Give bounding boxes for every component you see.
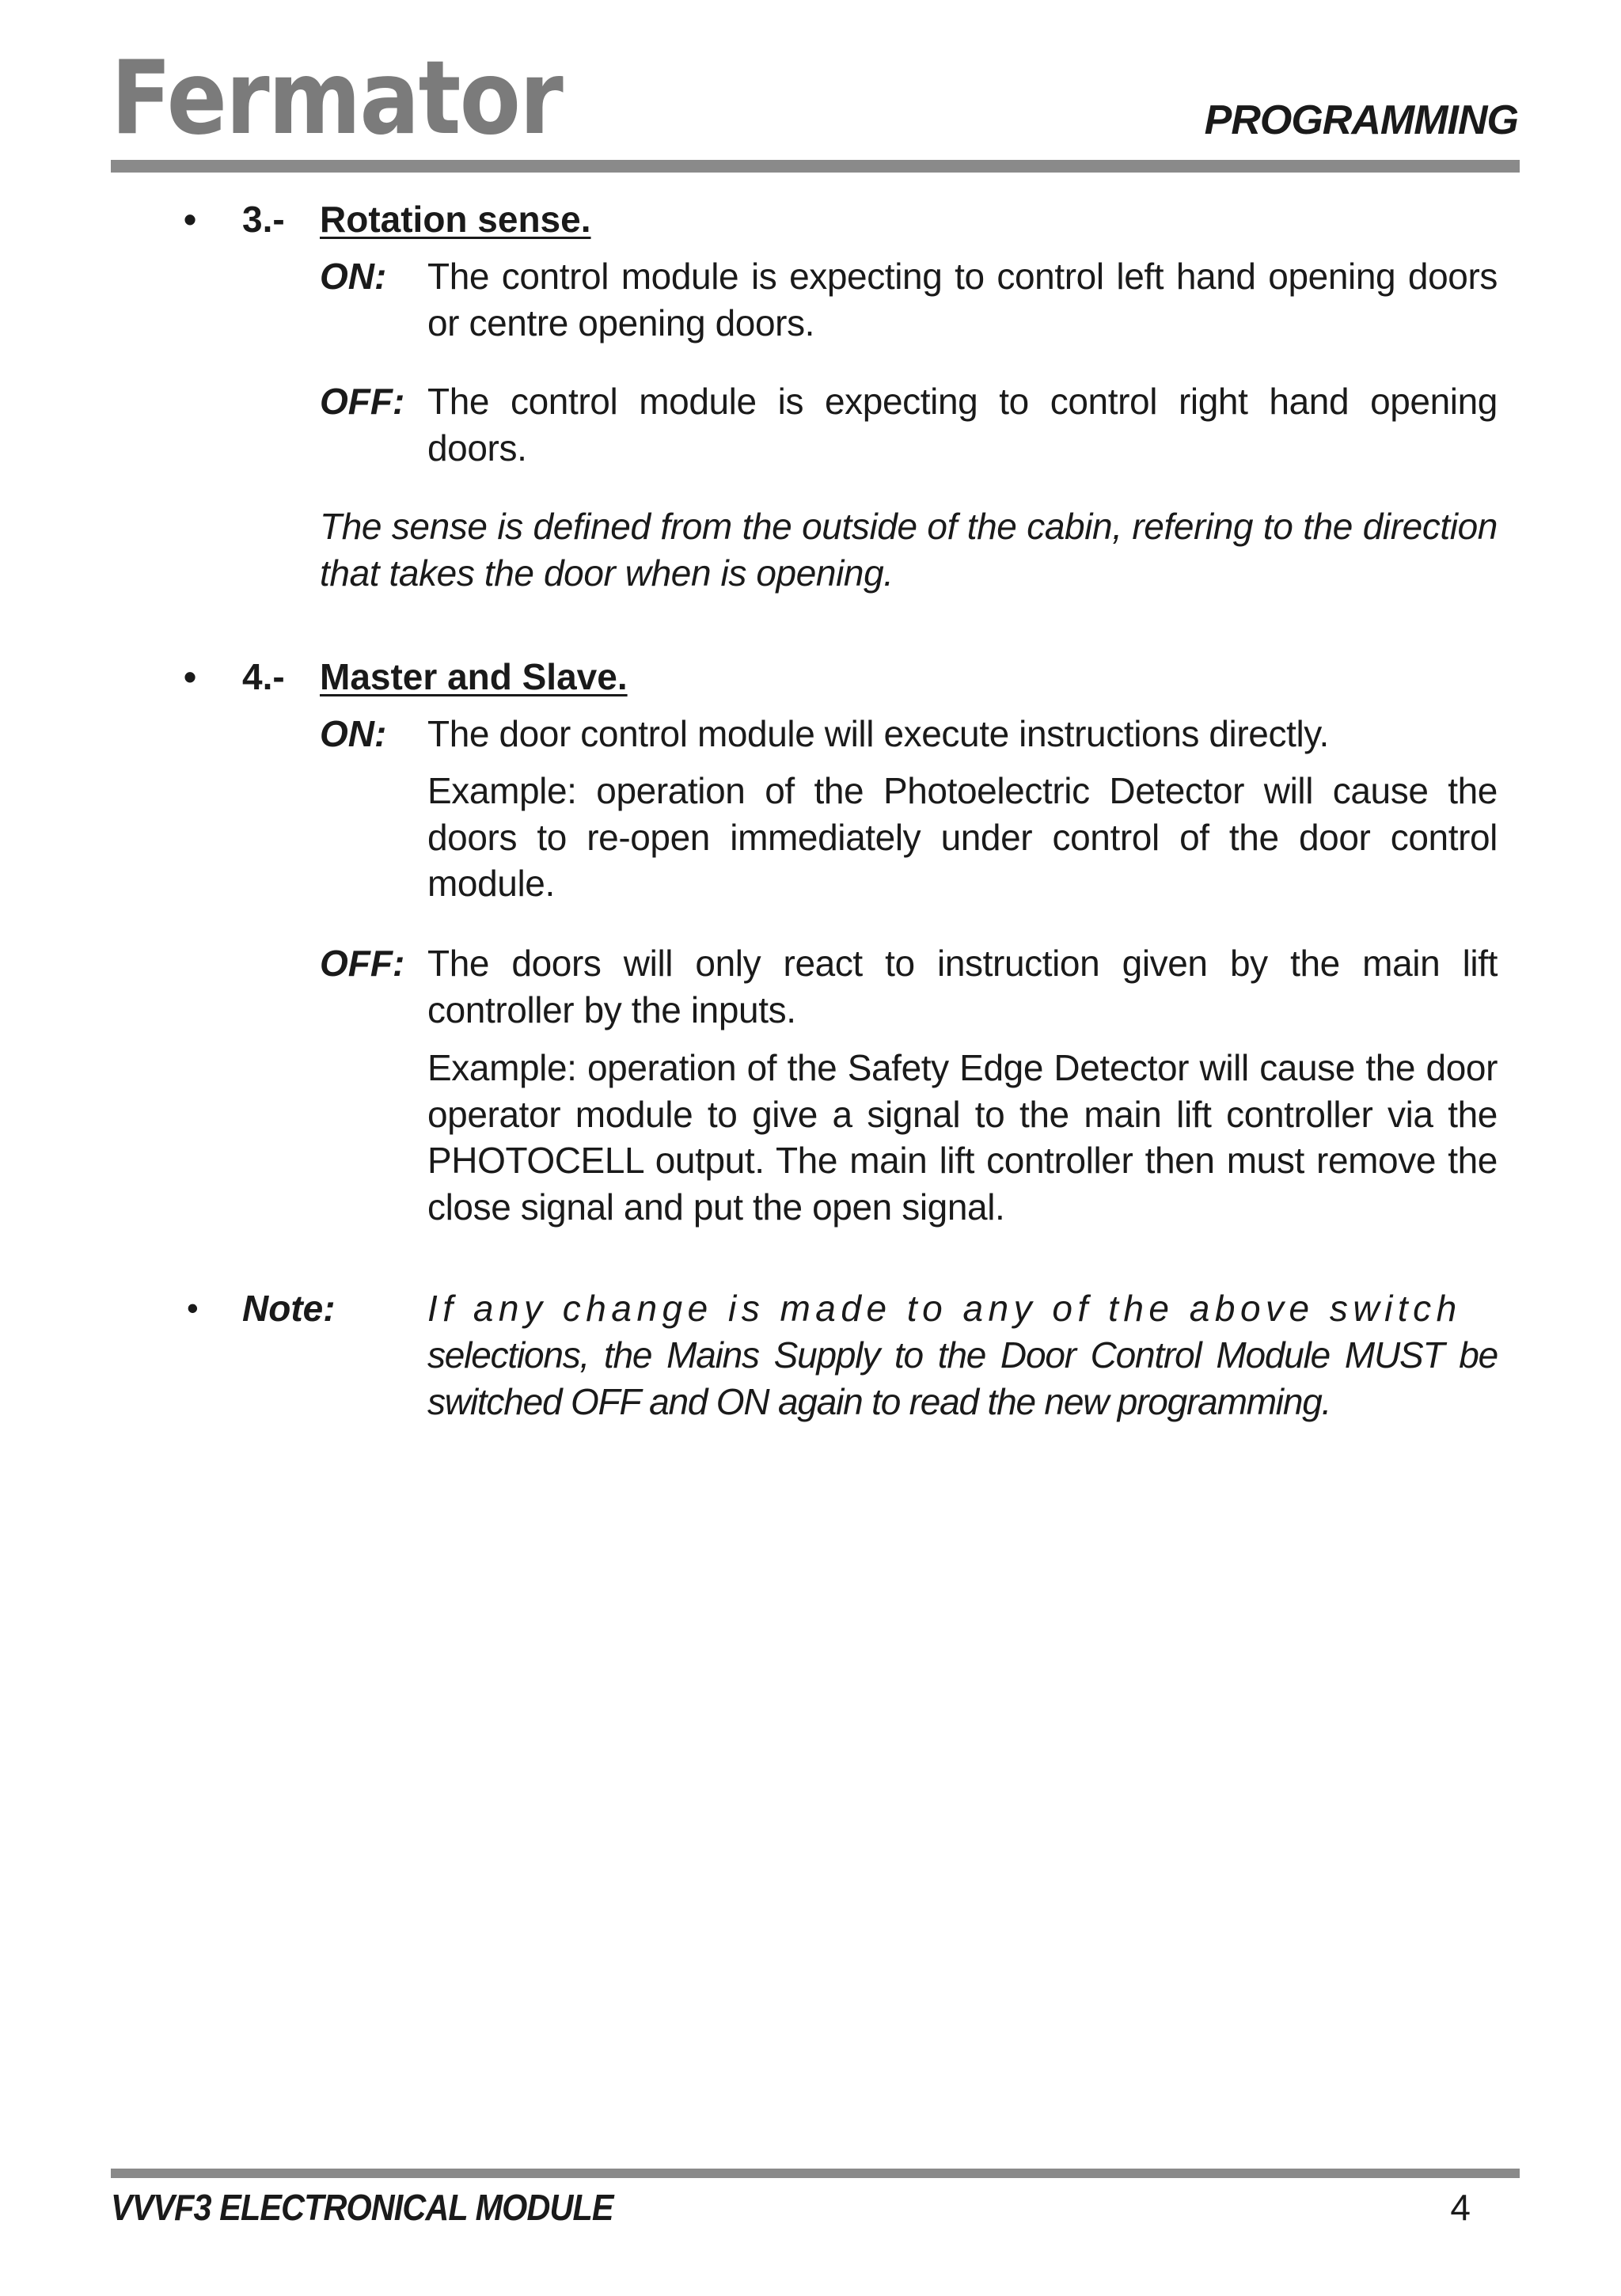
page-number: 4 bbox=[1450, 2187, 1471, 2228]
item-4-on-text: The door control module will execute instructions directly. bbox=[427, 713, 1329, 754]
section-title: PROGRAMMING bbox=[1204, 97, 1518, 143]
item-3-off-text: The control module is expecting to control right hand opening doors. bbox=[427, 381, 1498, 469]
item-4-number: 4.- bbox=[242, 656, 285, 697]
item-3-heading: Rotation sense. bbox=[320, 199, 591, 240]
header-rule bbox=[111, 160, 1520, 173]
footer-title: VVVF3 ELECTRONICAL MODULE bbox=[111, 2187, 613, 2228]
item-3-number: 3.- bbox=[242, 199, 285, 240]
item-4-off-example: Example: operation of the Safety Edge Detector will cause the door operator module to give a signal to the main lift controller via the PHOTOCELL output. The main lift controller then must remove the close signal and put the open signal. bbox=[427, 1047, 1498, 1228]
item-4-off-label: OFF: bbox=[320, 943, 405, 984]
item-4-heading: Master and Slave. bbox=[320, 656, 628, 697]
item-4-off-text: The doors will only react to instruction given by the main lift controller by the inputs. bbox=[427, 943, 1498, 1030]
item-4-bullet: • bbox=[184, 656, 197, 697]
item-4-on-label: ON: bbox=[320, 713, 387, 754]
logo-text: Fermator bbox=[111, 40, 564, 157]
item-4-on-example: Example: operation of the Photoelectric Detector will cause the doors to re-open immediately under control of the door control module. bbox=[427, 770, 1498, 904]
item-3-remark: The sense is defined from the outside of the cabin, refering to the direction that takes the door when is opening. bbox=[320, 506, 1498, 594]
footer-rule bbox=[111, 2169, 1520, 2178]
item-3-on-label: ON: bbox=[320, 256, 387, 297]
note-bullet: • bbox=[187, 1289, 199, 1326]
note-text: selections, the Mains Supply to the Door Control Module MUST be switched OFF and ON again to read the new programming. bbox=[427, 1334, 1498, 1422]
note-label: Note: bbox=[242, 1288, 336, 1329]
note-line-1: If any change is made to any of the above switch bbox=[427, 1288, 1462, 1329]
item-3-bullet: • bbox=[184, 199, 197, 240]
item-3-off-label: OFF: bbox=[320, 381, 405, 422]
fermator-logo bbox=[111, 40, 570, 157]
item-3-on-text: The control module is expecting to control left hand opening doors or centre opening doors. bbox=[427, 256, 1498, 343]
